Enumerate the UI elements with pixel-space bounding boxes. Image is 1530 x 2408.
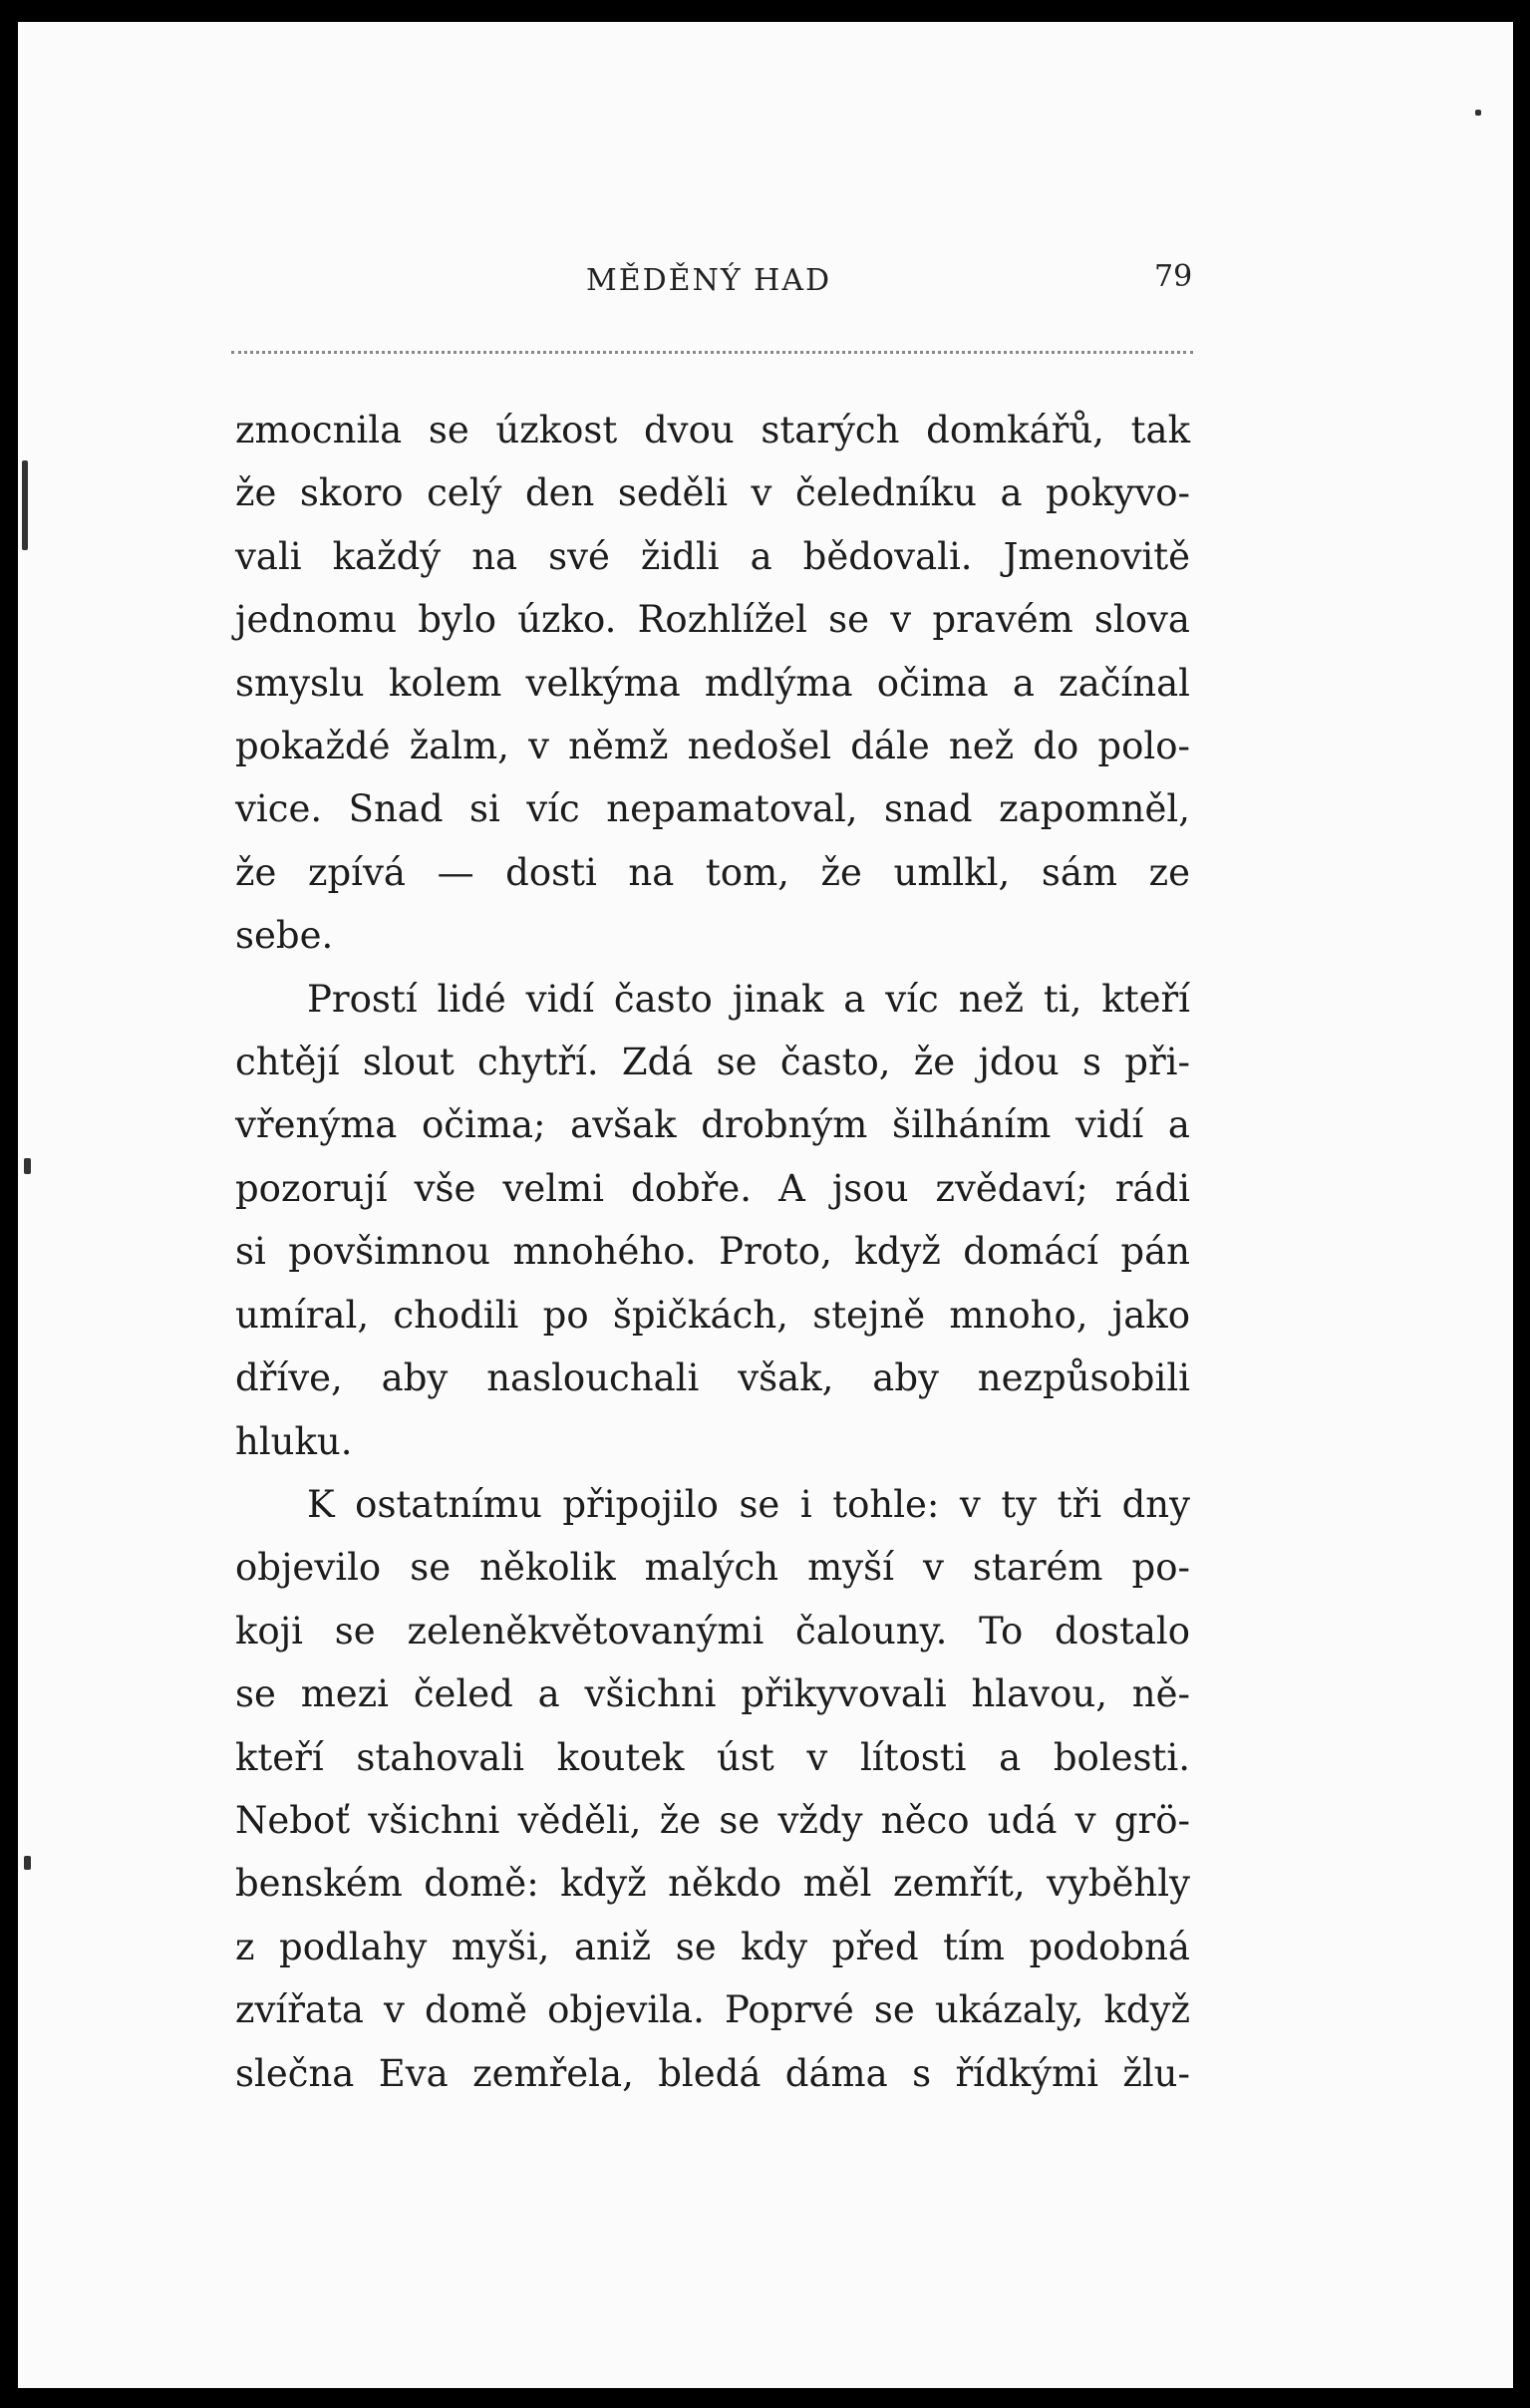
text-line: dříve, aby naslouchali však, aby nezpůsobili <box>235 1356 1190 1400</box>
header-rule <box>231 351 1193 354</box>
text-line: K ostatnímu připojilo se i tohle: v ty tři dny <box>307 1482 1190 1526</box>
paragraph <box>235 968 1190 1473</box>
running-title: MĚDĚNÝ HAD <box>586 263 832 298</box>
page-header <box>227 257 1224 303</box>
paragraph <box>235 399 1190 968</box>
text-line: že skoro celý den seděli v čeledníku a pokyvo- <box>235 471 1190 515</box>
text-line: Neboť všichni věděli, že se vždy něco udá v grö- <box>235 1798 1190 1842</box>
text-line: zvířata v domě objevila. Poprvé se ukázaly, když <box>235 1988 1190 2032</box>
text-line: z podlahy myši, aniž se kdy před tím podobná <box>235 1925 1190 1968</box>
text-line: vřenýma očima; avšak drobným šilháním vidí a <box>235 1103 1190 1147</box>
body-text <box>235 399 1190 2105</box>
text-line: smyslu kolem velkýma mdlýma očima a začínal <box>235 661 1190 705</box>
text-line: koji se zeleněkvětovanými čalouny. To dostalo <box>235 1609 1190 1653</box>
text-line: že zpívá — dosti na tom, že umlkl, sám ze <box>235 850 1190 894</box>
scan-artifact <box>1475 110 1481 116</box>
text-line: vice. Snad si víc nepamatoval, snad zapomněl, <box>235 787 1190 831</box>
text-line: zmocnila se úzkost dvou starých domkářů, tak <box>235 409 1190 452</box>
scan-artifact <box>24 1856 31 1870</box>
text-line: chtějí slout chytří. Zdá se často, že jdou s při- <box>235 1041 1190 1084</box>
text-line: slečna Eva zemřela, bledá dáma s řídkými žlu- <box>235 2051 1190 2095</box>
text-line: vali každý na své židli a bědovali. Jmenovitě <box>235 534 1190 578</box>
scan-artifact <box>24 1158 31 1174</box>
text-line: pokaždé žalm, v němž nedošel dále než do polo- <box>235 725 1190 768</box>
text-line: se mezi čeled a všichni přikyvovali hlavou, ně- <box>235 1672 1190 1716</box>
page-number: 79 <box>1154 259 1193 294</box>
text-line: hluku. <box>235 1419 353 1463</box>
text-line: sebe. <box>235 914 334 958</box>
text-line: benském domě: když někdo měl zemřít, vyběhly <box>235 1862 1190 1906</box>
text-line: Prostí lidé vidí často jinak a víc než ti, kteří <box>307 977 1190 1021</box>
text-line: jednomu bylo úzko. Rozhlížel se v pravém slova <box>235 598 1190 642</box>
paragraph <box>235 1473 1190 2105</box>
text-line: si povšimnou mnohého. Proto, když domácí pán <box>235 1230 1190 1274</box>
text-line: kteří stahovali koutek úst v lítosti a bolesti. <box>235 1735 1190 1779</box>
scan-artifact <box>22 460 28 550</box>
text-line: umíral, chodili po špičkách, stejně mnoho, jako <box>235 1293 1190 1337</box>
text-line: objevilo se několik malých myší v starém po- <box>235 1546 1190 1590</box>
text-line: pozorují vše velmi dobře. A jsou zvědaví; rádi <box>235 1166 1190 1210</box>
